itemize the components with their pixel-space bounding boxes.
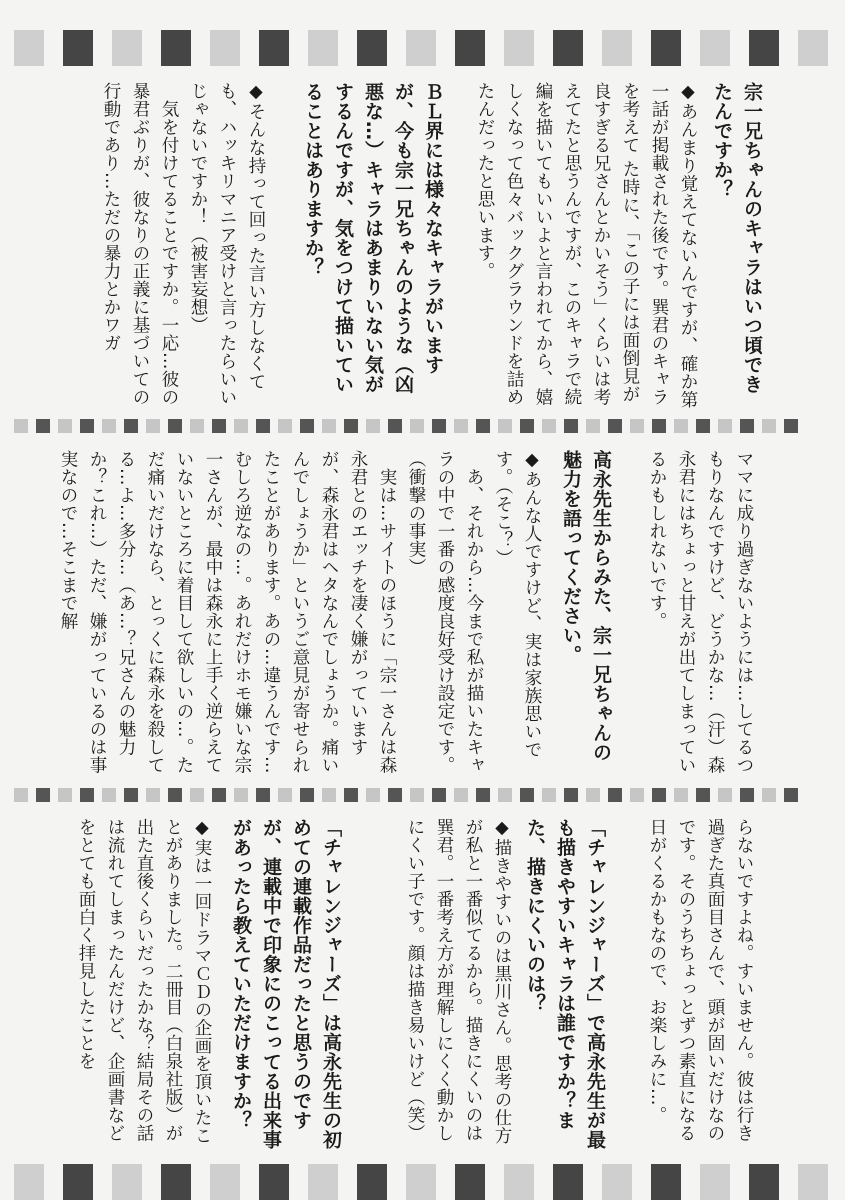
band-square xyxy=(674,788,688,802)
band-square xyxy=(210,1164,240,1200)
band-square xyxy=(602,1164,632,1200)
band-square xyxy=(388,419,402,433)
band-square xyxy=(300,788,314,802)
band-square xyxy=(124,788,138,802)
band-square xyxy=(190,788,204,802)
band-square xyxy=(762,419,776,433)
band-square xyxy=(357,1164,387,1200)
band-square xyxy=(454,788,468,802)
band-square xyxy=(210,30,240,66)
band-square xyxy=(168,419,182,433)
band-square xyxy=(112,30,142,66)
answer-2-continued: ママに成り過ぎないようには…してるつもりなんですけど、どうかな…（汗）森永君にはちょっと甘えが出てしまっているかもしれないです。 xyxy=(647,450,754,774)
band-square xyxy=(58,419,72,433)
band-square xyxy=(256,788,270,802)
band-square xyxy=(308,1164,338,1200)
answer-1: ◆あんまり覚えてないんですが、確か第一話が掲載された後です。巽君のキャラを考えて た時に、「この子には面倒見が良すぎる兄さんとかいそう」くらいは考えてたと思うんですが、このキャラで続編を描いてもいいよと言われてから、嬉しくなって色々バックグラウンドを詰めたんだったと思います。 xyxy=(475,82,698,409)
band-square xyxy=(784,788,798,802)
band-square xyxy=(124,419,138,433)
band-square xyxy=(651,30,681,66)
bottom-decorative-band xyxy=(14,1164,831,1200)
band-square xyxy=(102,419,116,433)
band-square xyxy=(498,419,512,433)
answer-2: ◆そんな持って回った言い方しなくても、ハッキリマニア受けと言ったらいいじゃないですか！（被害妄想） 気を付けてることですか。一応…彼の暴君ぶりが、彼なりの正義に基づいての行動であり…ただの暴力とかワガ xyxy=(101,82,266,406)
band-square xyxy=(749,1164,779,1200)
band-square xyxy=(762,788,776,802)
band-square xyxy=(476,419,490,433)
band-square xyxy=(696,788,710,802)
band-square xyxy=(308,30,338,66)
band-square xyxy=(344,419,358,433)
band-square xyxy=(168,788,182,802)
band-square xyxy=(652,419,666,433)
answer-4: ◆描きやすいのは黒川さん。思考の仕方が私と一番似てるから。描きにくいのは巽君。一番考え方が理解しにくく動かしにくい子です。顔は描き易いけど（笑） xyxy=(405,818,512,1145)
answer-5: ◆実は一回ドラマＣＤの企画を頂いたことがありました。二冊目（白泉社版）が出た直後くらいだったかな？結局その話は流れてしまったんだけど、企画書などをとても面白く拝見したことを xyxy=(76,818,212,1145)
band-square xyxy=(553,1164,583,1200)
band-square xyxy=(608,788,622,802)
band-square xyxy=(455,30,485,66)
band-square xyxy=(278,419,292,433)
band-square xyxy=(259,30,289,66)
band-square xyxy=(476,788,490,802)
band-square xyxy=(146,419,160,433)
band-square xyxy=(674,419,688,433)
band-square xyxy=(410,419,424,433)
band-square xyxy=(212,419,226,433)
question-4: 「チャレンジャーズ」で高永先生が最も描きやすいキャラは誰ですか？また、描きにくいのは？ xyxy=(524,818,606,1150)
band-square xyxy=(652,788,666,802)
band-square xyxy=(234,788,248,802)
band-square xyxy=(700,30,730,66)
answer-3-continued: らないですよね。すいません。彼は行き過ぎた真面目さんで、頭が固いだけなのです。そのうちちょっとずつ素直になる日がくるかもなので、お楽しみに…。 xyxy=(647,818,754,1142)
band-square xyxy=(542,419,556,433)
question-5: 「チャレンジャーズ」は高永先生の初めての連載作品だったと思うのですが、連載中で印象にのこってる出来事があったら教えていただけますか？ xyxy=(230,818,342,1150)
band-square xyxy=(498,788,512,802)
band-square xyxy=(112,1164,142,1200)
band-square xyxy=(63,1164,93,1200)
band-square xyxy=(553,30,583,66)
band-square xyxy=(80,419,94,433)
band-square xyxy=(278,788,292,802)
band-square xyxy=(718,419,732,433)
band-square xyxy=(14,30,44,66)
band-square xyxy=(630,419,644,433)
band-square xyxy=(344,788,358,802)
band-square xyxy=(14,1164,44,1200)
band-square xyxy=(212,788,226,802)
band-square xyxy=(602,30,632,66)
question-2: ＢＬ界には様々なキャラがいますが、今も宗一兄ちゃんのような（凶悪な…）キャラはあまりいない気がするんですが、気をつけて描いていることはありますか？ xyxy=(302,82,444,394)
band-square xyxy=(798,30,828,66)
question-3: 高永先生からみた、宗一兄ちゃんの魅力を語ってください。 xyxy=(560,450,612,762)
band-square xyxy=(406,30,436,66)
band-square xyxy=(259,1164,289,1200)
band-square xyxy=(586,419,600,433)
band-square xyxy=(366,788,380,802)
band-square xyxy=(406,1164,436,1200)
band-square xyxy=(651,1164,681,1200)
question-1: 宗一兄ちゃんのキャラはいつ頃できたんですか？ xyxy=(711,82,763,394)
divider-band-upper xyxy=(14,417,831,435)
top-decorative-band xyxy=(14,30,831,66)
band-square xyxy=(36,419,50,433)
band-square xyxy=(432,419,446,433)
band-square xyxy=(80,788,94,802)
band-square xyxy=(798,1164,828,1200)
band-square xyxy=(388,788,402,802)
band-square xyxy=(504,30,534,66)
band-square xyxy=(410,788,424,802)
band-square xyxy=(696,419,710,433)
band-square xyxy=(718,788,732,802)
band-square xyxy=(455,1164,485,1200)
band-square xyxy=(749,30,779,66)
band-square xyxy=(366,419,380,433)
band-square xyxy=(520,788,534,802)
band-square xyxy=(564,419,578,433)
band-square xyxy=(161,30,191,66)
band-square xyxy=(432,788,446,802)
band-square xyxy=(102,788,116,802)
band-square xyxy=(564,788,578,802)
band-square xyxy=(146,788,160,802)
band-square xyxy=(234,419,248,433)
band-square xyxy=(542,788,556,802)
divider-band-lower xyxy=(14,786,831,804)
band-square xyxy=(36,788,50,802)
band-square xyxy=(586,788,600,802)
band-square xyxy=(256,419,270,433)
band-square xyxy=(784,419,798,433)
band-square xyxy=(322,788,336,802)
band-square xyxy=(58,788,72,802)
band-square xyxy=(454,419,468,433)
band-square xyxy=(14,788,28,802)
band-square xyxy=(700,1164,730,1200)
band-square xyxy=(504,1164,534,1200)
band-square xyxy=(14,419,28,433)
band-square xyxy=(190,419,204,433)
band-square xyxy=(357,30,387,66)
band-square xyxy=(300,419,314,433)
band-square xyxy=(63,30,93,66)
band-square xyxy=(608,419,622,433)
band-square xyxy=(740,419,754,433)
band-square xyxy=(161,1164,191,1200)
band-square xyxy=(520,419,534,433)
band-square xyxy=(740,788,754,802)
band-square xyxy=(322,419,336,433)
answer-3: ◆あんな人ですけど、実は家族思いです。（そこ？） あ、それから…今まで私が描いたキャラの中で一番の感度良好受け設定です。（衝撃の事実） 実は…サイトのほうに「宗一さんは森永君とのエッチを凄く嫌がっていますが、森永君はヘタなんでしょうか。痛いんでしょうか」というご意見が寄せられたことがあります。あの…違うんです…むしろ逆なの…。あれだけホモ嫌いな宗一さんが、最中は森永に上手く逆らえていないところに着目して欲しいの…。ただ痛いだけなら、とっくに森永を殺してる…よ…多分…（あ…？兄さんの魅力か？これ…）ただ、嫌がっているのは事実なので…そこまで解 xyxy=(58,450,542,774)
band-square xyxy=(630,788,644,802)
